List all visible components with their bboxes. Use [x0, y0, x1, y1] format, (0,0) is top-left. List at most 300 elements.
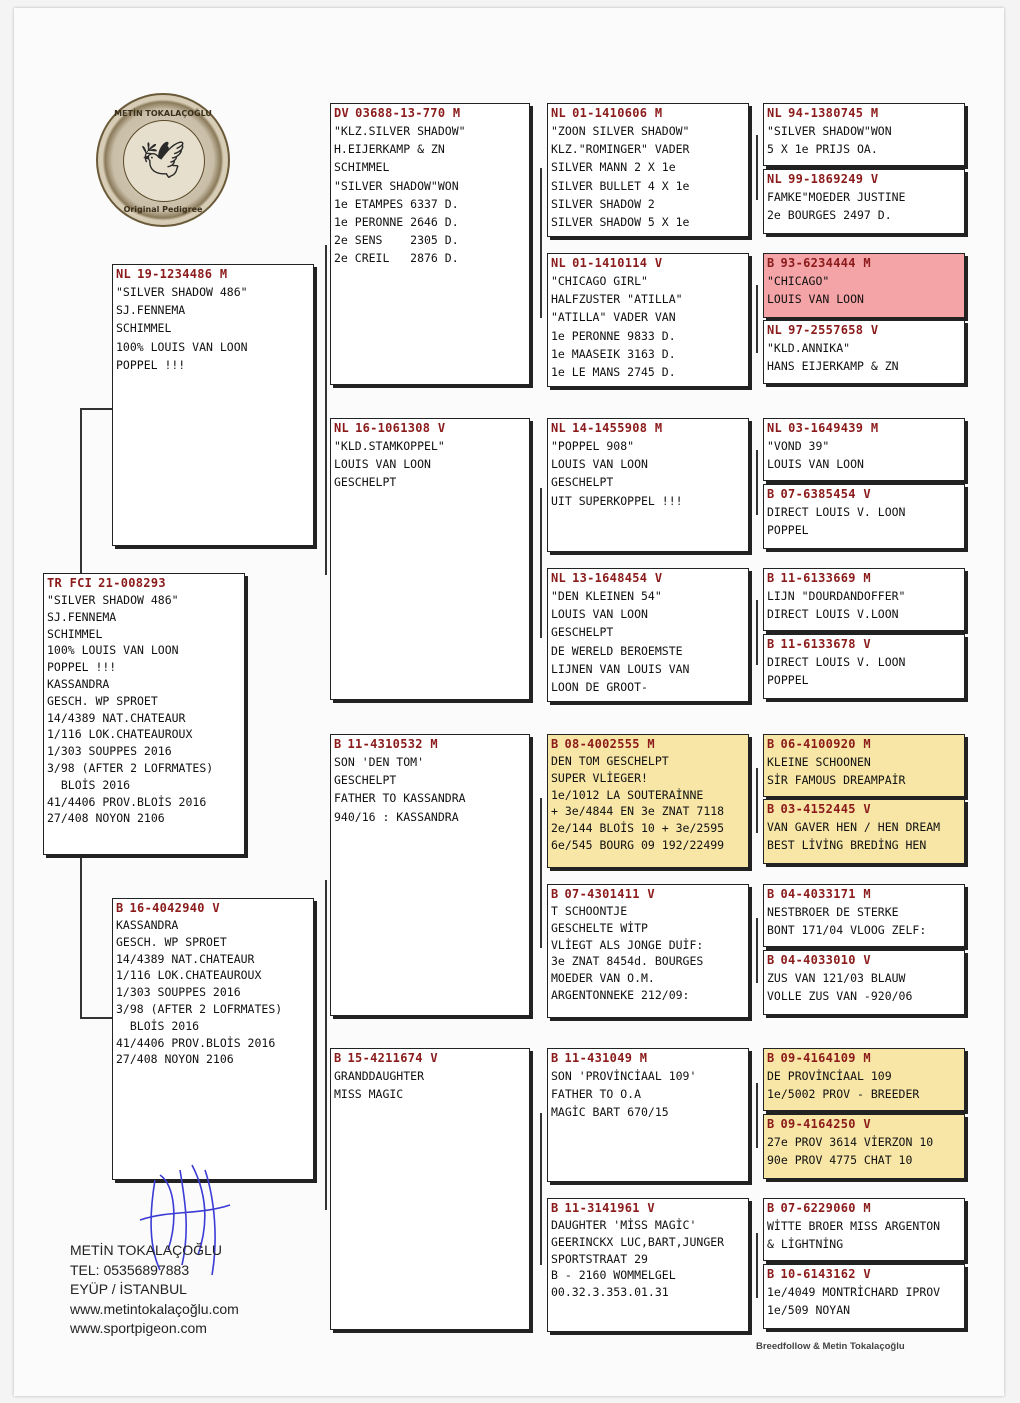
card-line: 2e SENS 2305 D.	[334, 233, 459, 248]
card-line: GESCH. WP SPROET	[116, 934, 227, 949]
pedigree-card-g16	[763, 1264, 965, 1329]
ring-header	[767, 105, 961, 122]
card-line: POPPEL !!!	[116, 357, 186, 372]
stamp-top-text: METİN TOKALAÇOĞLU	[114, 109, 212, 118]
card-line: "KLZ.SILVER SHADOW"	[334, 124, 466, 138]
card-line: KASSANDRA	[116, 918, 179, 932]
ring-header	[551, 420, 745, 437]
pedigree-card-g2	[763, 169, 965, 234]
sex-code: V	[430, 1051, 438, 1065]
country-code: NL	[551, 421, 567, 435]
card-line: SILVER BULLET 4 X 1e	[551, 178, 690, 193]
pedigree-card-dsd	[547, 884, 749, 1018]
card-line: ZUS VAN 121/03 BLAUW	[767, 971, 906, 985]
ring-number: 07-4301411	[564, 887, 640, 901]
ring-header	[116, 266, 310, 283]
sex-code: V	[863, 637, 871, 651]
country-code: B	[767, 1201, 775, 1215]
sex-code: V	[863, 487, 871, 501]
pedigree-card-g13	[763, 1048, 965, 1111]
card-line: SİR FAMOUS DREAMPAİR	[767, 773, 906, 788]
card-line: H.EIJERKAMP & ZN	[334, 142, 445, 157]
ring-header	[767, 1116, 961, 1133]
card-line: SPORTSTRAAT 29	[551, 1251, 648, 1266]
card-line: 1/303 SOUPPES 2016	[47, 744, 172, 759]
sex-code: V	[863, 953, 871, 967]
card-line: DEN TOM GESCHELPT	[551, 754, 669, 768]
sex-code: M	[863, 887, 871, 901]
connector	[756, 135, 758, 200]
card-line: 1e PERONNE 2646 D.	[334, 215, 459, 230]
card-line: DIRECT LOUIS V. LOON	[767, 655, 906, 669]
breeder-location: EYÜP / İSTANBUL	[70, 1281, 187, 1297]
pedigree-card-subject	[43, 573, 245, 855]
card-line: KLZ."ROMINGER" VADER	[551, 142, 690, 157]
ring-number: 11-6133678	[780, 637, 856, 651]
card-line: LOUIS VAN LOON	[551, 607, 648, 622]
card-line: GESCHELPT	[334, 773, 397, 788]
country-code: B	[767, 637, 775, 651]
ring-header	[334, 420, 526, 437]
card-line: SON 'DEN TOM'	[334, 755, 425, 769]
pedigree-card-dd	[330, 1048, 530, 1330]
connector	[80, 856, 82, 1019]
country-code: B	[767, 256, 775, 270]
pedigree-card-ss	[330, 103, 530, 385]
sex-code: V	[870, 172, 879, 186]
country-code: B	[334, 737, 342, 751]
pedigree-card-dss	[547, 734, 749, 868]
ring-header	[334, 105, 526, 122]
card-line: "SILVER SHADOW"WON	[767, 124, 892, 138]
card-line: FATHER TO KASSANDRA	[334, 791, 466, 806]
pedigree-card-dam	[112, 898, 314, 1180]
country-code: B	[767, 1267, 775, 1281]
card-line: LOUIS VAN LOON	[551, 457, 648, 472]
card-line: "SILVER SHADOW 486"	[47, 593, 179, 607]
card-line: 1e ETAMPES 6337 D.	[334, 196, 459, 211]
sex-code: V	[212, 901, 220, 915]
card-line: KLEINE SCHOONEN	[767, 755, 871, 769]
connector	[756, 768, 758, 833]
sex-code: V	[863, 1267, 871, 1281]
ring-number: 99-1869249	[788, 172, 864, 186]
sex-code: V	[647, 887, 655, 901]
country-code: TR FCI	[47, 576, 93, 590]
card-line: + 3e/4844 EN 3e ZNAT 7118	[551, 804, 725, 819]
ring-header	[551, 1200, 745, 1217]
card-line: "SILVER SHADOW"WON	[334, 178, 459, 193]
card-line: SCHIMMEL	[47, 626, 103, 641]
sex-code: M	[654, 421, 663, 435]
country-code: NL	[551, 256, 567, 270]
breeder-phone: TEL: 05356897883	[70, 1261, 190, 1278]
card-line: 3/98 (AFTER 2 LOFRMATES)	[116, 1001, 283, 1016]
card-line: GEERINCKX LUC,BART,JUNGER	[551, 1234, 725, 1249]
sex-code: M	[430, 737, 438, 751]
ring-number: 04-4033171	[780, 887, 856, 901]
card-line: "KLD.STAMKOPPEL"	[334, 439, 445, 453]
country-code: NL	[767, 421, 783, 435]
pedigree-card-ssd	[547, 253, 749, 387]
card-line: HANS EIJERKAMP & ZN	[767, 359, 899, 374]
pedigree-card-g9	[763, 734, 965, 797]
card-line: GESCH. WP SPROET	[47, 693, 158, 708]
sex-code: V	[647, 1201, 655, 1215]
original-pedigree-stamp	[96, 93, 230, 227]
card-line: 1e LE MANS 2745 D.	[551, 365, 676, 380]
connector	[756, 450, 758, 515]
card-line: 5 X 1e PRIJS OA.	[767, 142, 878, 157]
ring-header	[551, 255, 745, 272]
card-line: "ATILLA" VADER VAN	[551, 310, 676, 325]
card-line: "VOND 39"	[767, 439, 830, 453]
ring-header	[767, 570, 961, 587]
card-line: BONT 171/04 VLOOG ZELF:	[767, 923, 927, 938]
card-line: LOON DE GROOT-	[551, 680, 648, 695]
card-line: 2e/144 BLOİS 10 + 3e/2595	[551, 821, 725, 836]
ring-header	[767, 886, 961, 903]
country-code: B	[767, 737, 775, 751]
connector	[756, 918, 758, 983]
card-line: 1/303 SOUPPES 2016	[116, 985, 241, 1000]
connector	[540, 798, 542, 948]
card-line: FATHER TO O.A	[551, 1087, 642, 1102]
sex-code: V	[654, 571, 663, 585]
card-line: 100% LOUIS VAN LOON	[116, 339, 248, 354]
ring-number: 07-6229060	[780, 1201, 856, 1215]
ring-header	[551, 886, 745, 903]
ring-number: 09-4164109	[780, 1051, 856, 1065]
card-line: 1e/509 NOYAN	[767, 1303, 851, 1318]
connector	[540, 488, 542, 638]
pedigree-card-ds	[330, 734, 530, 1016]
ring-number: 94-1380745	[788, 106, 864, 120]
card-line: 1e PERONNE 9833 D.	[551, 328, 676, 343]
card-line: BEST LİVİNG BREDİNG HEN	[767, 838, 927, 853]
card-line: GESCHELTE WİTP	[551, 920, 648, 935]
ring-number: 11-6133669	[780, 571, 856, 585]
sex-code: M	[863, 571, 871, 585]
sex-code: V	[437, 421, 446, 435]
country-code: B	[767, 571, 775, 585]
card-line: 27/408 NOYON 2106	[47, 811, 165, 826]
card-line: "POPPEL 908"	[551, 439, 635, 453]
card-line: 940/16 : KASSANDRA	[334, 809, 459, 824]
breeder-contact	[70, 1241, 239, 1339]
card-line: MAGİC BART 670/15	[551, 1105, 669, 1120]
breeder-name: METİN TOKALAÇOĞLU	[70, 1242, 222, 1258]
pedigree-card-g14	[763, 1114, 965, 1179]
card-line: T SCHOONTJE	[551, 904, 628, 918]
sex-code: V	[654, 256, 663, 270]
ring-header	[767, 420, 961, 437]
pedigree-card-g1	[763, 103, 965, 166]
pedigree-card-g8	[763, 634, 965, 699]
website-link[interactable]: www.sportpigeon.com	[70, 1320, 207, 1336]
pedigree-card-sd	[330, 418, 530, 700]
ring-number: 11-4310532	[347, 737, 423, 751]
country-code: B	[767, 953, 775, 967]
country-code: NL	[551, 571, 567, 585]
pigeon-icon: 🕊	[140, 140, 186, 181]
connector	[80, 1017, 114, 1019]
sex-code: M	[219, 267, 228, 281]
connector	[80, 408, 82, 576]
connector	[756, 285, 758, 353]
card-line: LIJN "DOURDANDOFFER"	[767, 589, 906, 603]
ring-header	[767, 1266, 961, 1283]
ring-header	[767, 636, 961, 653]
connector	[80, 408, 114, 410]
card-line: LOUIS VAN LOON	[767, 292, 864, 307]
ring-number: 15-4211674	[347, 1051, 423, 1065]
ring-header	[47, 575, 241, 592]
country-code: NL	[551, 106, 567, 120]
pedigree-card-ddd	[547, 1198, 749, 1332]
card-line: GRANDDAUGHTER	[334, 1069, 425, 1083]
connector	[325, 880, 327, 1210]
card-line: UIT SUPERKOPPEL !!!	[551, 493, 683, 508]
pedigree-card-g11	[763, 884, 965, 947]
ring-number: 03688-13-770	[355, 106, 446, 120]
card-line: DE WERELD BEROEMSTE	[551, 643, 683, 658]
card-line: SCHIMMEL	[334, 160, 390, 175]
pedigree-card-g4	[763, 320, 965, 384]
card-line: 1e/1012 LA SOUTERAİNNE	[551, 787, 704, 802]
pedigree-card-sire	[112, 264, 314, 546]
country-code: NL	[334, 421, 350, 435]
card-line: SCHIMMEL	[116, 321, 172, 336]
ring-header	[334, 736, 526, 753]
card-line: 2e CREIL 2876 D.	[334, 251, 459, 266]
card-line: 27/408 NOYON 2106	[116, 1052, 234, 1067]
pedigree-card-g15	[763, 1198, 965, 1261]
card-line: 2e BOURGES 2497 D.	[767, 208, 892, 223]
card-line: SILVER MANN 2 X 1e	[551, 160, 676, 175]
card-line: 1/116 LOK.CHATEAUROUX	[47, 727, 193, 742]
connector	[325, 245, 327, 575]
card-line: GESCHELPT	[551, 625, 614, 640]
pedigree-card-g12	[763, 950, 965, 1015]
card-line: HALFZUSTER "ATILLA"	[551, 292, 683, 307]
card-line: ARGENTONNEKE 212/09:	[551, 987, 690, 1002]
country-code: B	[551, 887, 559, 901]
card-line: SUPER VLİEGER!	[551, 770, 648, 785]
country-code: B	[551, 737, 559, 751]
ring-number: 11-3141961	[564, 1201, 640, 1215]
card-line: 90e PROV 4775 CHAT 10	[767, 1153, 913, 1168]
card-line: 6e/545 BOURG 09 192/22499	[551, 837, 725, 852]
ring-number: 16-1061308	[355, 421, 431, 435]
card-line: BLOİS 2016	[116, 1018, 200, 1033]
ring-number: 10-6143162	[780, 1267, 856, 1281]
country-code: B	[334, 1051, 342, 1065]
footer-credit: Breedfollow & Metin Tokalaçoğlu	[756, 1341, 905, 1352]
card-line: "DEN KLEINEN 54"	[551, 589, 662, 603]
pedigree-card-g10	[763, 799, 965, 864]
country-code: DV	[334, 106, 350, 120]
card-line: "ZOON SILVER SHADOW"	[551, 124, 690, 138]
card-line: "KLD.ANNIKA"	[767, 341, 851, 355]
sex-code: M	[863, 256, 871, 270]
ring-number: 03-1649439	[788, 421, 864, 435]
ring-number: 21-008293	[98, 576, 166, 590]
card-line: SILVER SHADOW 2	[551, 196, 655, 211]
pedigree-card-g6	[763, 484, 965, 549]
sex-code: M	[870, 421, 879, 435]
card-line: VOLLE ZUS VAN -920/06	[767, 989, 913, 1004]
sex-code: M	[863, 1051, 871, 1065]
card-line: 27e PROV 3614 VİERZON 10	[767, 1135, 934, 1149]
card-line: "CHICAGO"	[767, 274, 830, 288]
country-code: B	[767, 802, 775, 816]
ring-number: 13-1648454	[572, 571, 648, 585]
ring-number: 07-6385454	[780, 487, 856, 501]
sex-code: M	[639, 1051, 648, 1065]
ring-number: 04-4033010	[780, 953, 856, 967]
ring-header	[767, 322, 961, 339]
card-line: GESCHELPT	[551, 475, 614, 490]
sex-code: M	[863, 1201, 871, 1215]
card-line: LOUIS VAN LOON	[334, 457, 431, 472]
pedigree-card-sdd	[547, 568, 749, 702]
country-code: NL	[767, 172, 783, 186]
card-line: GESCHELPT	[334, 475, 397, 490]
card-line: & LİGHTNİNG	[767, 1237, 844, 1252]
card-line: DIRECT LOUIS V. LOON	[767, 505, 906, 519]
ring-number: 03-4152445	[780, 802, 856, 816]
card-line: 1e MAASEIK 3163 D.	[551, 346, 676, 361]
sex-code: V	[863, 802, 871, 816]
sex-code: M	[647, 737, 655, 751]
card-line: POPPEL	[767, 673, 809, 688]
card-line: 14/4389 NAT.CHATEAUR	[47, 710, 186, 725]
country-code: B	[551, 1051, 559, 1065]
card-line: MISS MAGIC	[334, 1087, 404, 1102]
ring-header	[767, 1200, 961, 1217]
country-code: NL	[767, 106, 783, 120]
ring-header	[767, 486, 961, 503]
card-line: FAMKE"MOEDER JUSTINE	[767, 190, 906, 204]
card-line: B - 2160 WOMMELGEL	[551, 1268, 676, 1283]
connector	[540, 168, 542, 318]
card-line: "SILVER SHADOW 486"	[116, 285, 248, 299]
pedigree-card-g3	[763, 253, 965, 318]
ring-header	[551, 570, 745, 587]
website-link[interactable]: www.metintokalaçoğlu.com	[70, 1300, 239, 1317]
card-line: 3e ZNAT 8454d. BOURGES	[551, 954, 704, 969]
card-line: VAN GAVER HEN / HEN DREAM	[767, 820, 941, 834]
ring-header	[767, 171, 961, 188]
country-code: NL	[116, 267, 132, 281]
sex-code: M	[452, 106, 461, 120]
ring-number: 01-1410606	[572, 106, 648, 120]
stamp-bottom-text: Original Pedigree	[123, 205, 203, 214]
ring-header	[767, 255, 961, 272]
sex-code: M	[863, 737, 871, 751]
card-line: DAUGHTER 'MİSS MAGİC'	[551, 1218, 697, 1232]
card-line: LOUIS VAN LOON	[767, 457, 864, 472]
country-code: NL	[767, 323, 783, 337]
country-code: B	[767, 1117, 775, 1131]
card-line: SILVER SHADOW 5 X 1e	[551, 215, 690, 230]
card-line: WİTTE BROER MISS ARGENTON	[767, 1219, 941, 1233]
ring-header	[334, 1050, 526, 1067]
ring-header	[767, 801, 961, 818]
card-line: 00.32.3.353.01.31	[551, 1285, 669, 1300]
connector	[756, 600, 758, 665]
sex-code: M	[870, 106, 879, 120]
sex-code: V	[863, 1117, 871, 1131]
connector	[756, 1233, 758, 1298]
connector	[756, 1083, 758, 1148]
card-line: 1e/5002 PROV - BREEDER	[767, 1087, 920, 1102]
card-line: 41/4406 PROV.BLOİS 2016	[47, 794, 207, 809]
card-line: MOEDER VAN O.M.	[551, 971, 655, 986]
card-line: 1/116 LOK.CHATEAUROUX	[116, 968, 262, 983]
ring-number: 01-1410114	[572, 256, 648, 270]
ring-number: 09-4164250	[780, 1117, 856, 1131]
ring-number: 08-4002555	[564, 737, 640, 751]
card-line: 3/98 (AFTER 2 LOFRMATES)	[47, 760, 214, 775]
card-line: POPPEL !!!	[47, 660, 117, 675]
country-code: B	[767, 1051, 775, 1065]
country-code: B	[767, 887, 775, 901]
card-line: SJ.FENNEMA	[47, 609, 117, 624]
ring-header	[551, 1050, 745, 1067]
ring-number: 97-2557658	[788, 323, 864, 337]
card-line: "CHICAGO GIRL"	[551, 274, 648, 288]
country-code: B	[116, 901, 124, 915]
country-code: B	[551, 1201, 559, 1215]
card-line: 100% LOUIS VAN LOON	[47, 643, 179, 658]
stamp-inner	[123, 120, 205, 202]
card-line: BLOİS 2016	[47, 777, 131, 792]
card-line: 1e/4049 MONTRİCHARD IPROV	[767, 1285, 941, 1299]
ring-number: 93-6234444	[780, 256, 856, 270]
pedigree-card-sss	[547, 103, 749, 237]
card-line: LIJNEN VAN LOUIS VAN	[551, 661, 690, 676]
card-line: POPPEL	[767, 523, 809, 538]
card-line: 41/4406 PROV.BLOİS 2016	[116, 1035, 276, 1050]
card-line: SON 'PROVİNCİAAL 109'	[551, 1069, 697, 1083]
sex-code: V	[870, 323, 879, 337]
card-line: SJ.FENNEMA	[116, 303, 186, 318]
card-line: NESTBROER DE STERKE	[767, 905, 899, 919]
card-line: VLİEGT ALS JONGE DUİF:	[551, 937, 704, 952]
ring-number: 06-4100920	[780, 737, 856, 751]
country-code: B	[767, 487, 775, 501]
sex-code: M	[654, 106, 663, 120]
pedigree-card-sds	[547, 418, 749, 552]
ring-number: 16-4042940	[129, 901, 205, 915]
ring-number: 14-1455908	[572, 421, 648, 435]
pedigree-card-g7	[763, 568, 965, 631]
card-line: DIRECT LOUIS V.LOON	[767, 607, 899, 622]
card-line: 14/4389 NAT.CHATEAUR	[116, 951, 255, 966]
pedigree-card-dds	[547, 1048, 749, 1182]
ring-header	[551, 105, 745, 122]
ring-header	[767, 952, 961, 969]
ring-header	[551, 736, 745, 753]
ring-number: 11-431049	[564, 1051, 633, 1065]
ring-header	[767, 736, 961, 753]
card-line: DE PROVİNCİAAL 109	[767, 1069, 892, 1083]
ring-header	[116, 900, 310, 917]
pedigree-card-g5	[763, 418, 965, 481]
card-line: KASSANDRA	[47, 676, 110, 691]
